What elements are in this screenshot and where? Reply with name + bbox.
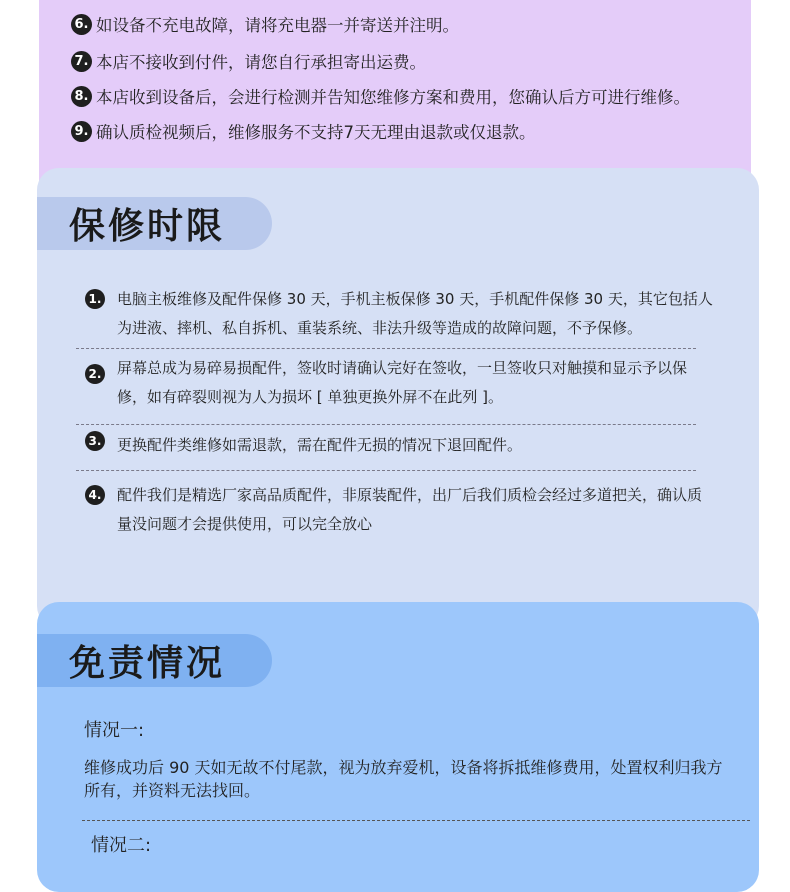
case-two-title: 情况二:	[91, 835, 152, 856]
notice-text: 确认质检视频后，维修服务不支持7天无理由退款或仅退款。	[96, 123, 536, 142]
warranty-text: 电脑主板维修及配件保修 30 天，手机主板保修 30 天，手机配件保修 30 天，其它包括人为进液、摔机、私自拆机、重装系统、非法升级等造成的故障问题，不予保修。	[117, 290, 713, 337]
warranty-title: 保修时限	[37, 197, 272, 250]
warranty-item-2	[85, 354, 715, 412]
number-badge: 3.	[85, 431, 105, 451]
notice-item-8	[71, 83, 690, 109]
number-badge: 1.	[85, 289, 105, 309]
case-one-title: 情况一:	[84, 720, 145, 741]
case-one-body: 维修成功后 90 天如无故不付尾款，视为放弃爱机，设备将拆抵维修费用，处置权利归我方所有，并资料无法找回。	[84, 758, 723, 800]
dashed-divider	[76, 348, 696, 349]
notice-text: 本店收到设备后，会进行检测并告知您维修方案和费用，您确认后方可进行维修。	[96, 88, 690, 107]
warranty-item-1	[85, 285, 715, 343]
warranty-text: 屏幕总成为易碎易损配件，签收时请确认完好在签收，一旦签收只对触摸和显示予以保修，如有碎裂则视为人为损坏 [ 单独更换外屏不在此列 ]。	[117, 359, 688, 406]
number-badge: 8.	[71, 86, 92, 107]
number-badge: 4.	[85, 485, 105, 505]
notice-text: 本店不接收到付件，请您自行承担寄出运费。	[96, 53, 426, 72]
disclaimer-title: 免责情况	[37, 634, 272, 687]
warranty-item-3	[85, 431, 715, 460]
number-badge: 7.	[71, 51, 92, 72]
warranty-text: 更换配件类维修如需退款，需在配件无损的情况下退回配件。	[117, 436, 523, 454]
notice-item-7	[71, 48, 426, 74]
dashed-divider	[76, 424, 696, 425]
dashed-divider	[76, 470, 696, 471]
number-badge: 6.	[71, 14, 92, 35]
number-badge: 9.	[71, 121, 92, 142]
warranty-text: 配件我们是精选厂家高品质配件，非原装配件，出厂后我们质检会经过多道把关，确认质量没问题才会提供使用，可以完全放心	[117, 486, 703, 533]
number-badge: 2.	[85, 364, 105, 384]
warranty-item-4	[85, 481, 715, 539]
notice-text: 如设备不充电故障，请将充电器一并寄送并注明。	[96, 16, 459, 35]
notice-item-6	[71, 11, 459, 37]
notice-item-9	[71, 118, 536, 144]
dashed-divider	[82, 820, 750, 821]
